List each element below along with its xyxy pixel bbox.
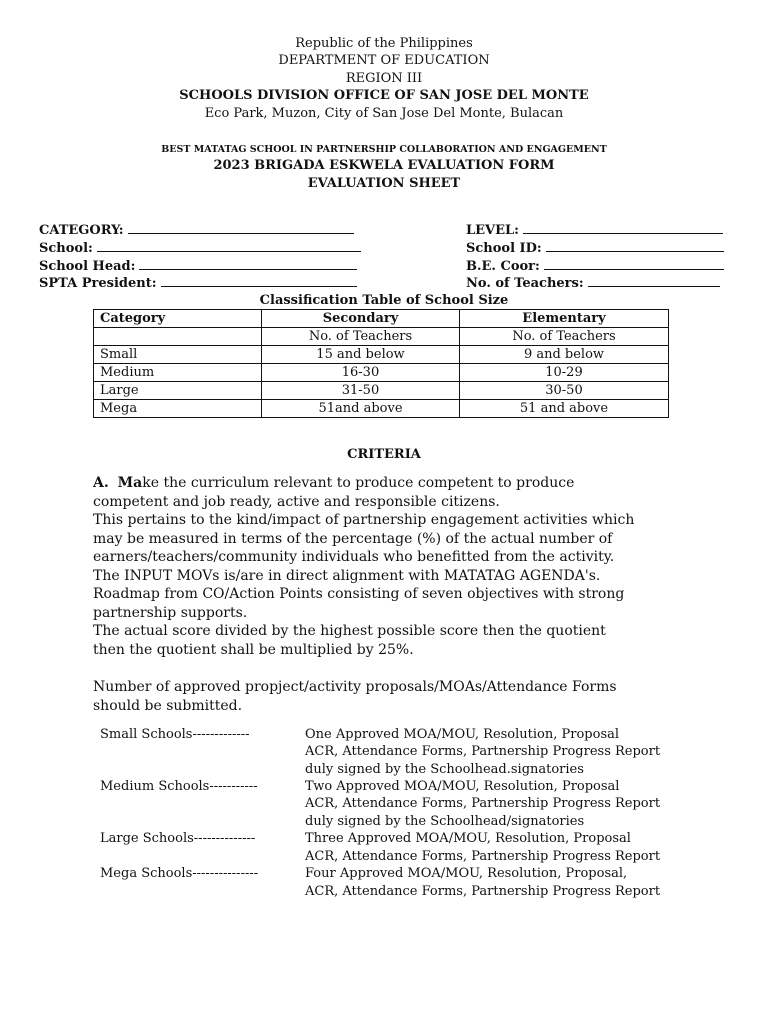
category-label: CATEGORY: <box>39 223 124 238</box>
spta-label: SPTA President: <box>39 276 157 291</box>
table-cell: 16-30 <box>262 364 460 382</box>
category-field[interactable] <box>39 222 354 238</box>
table-cell: Large <box>94 382 262 400</box>
requirement-label: Medium Schools----------- <box>100 779 258 794</box>
criteria-line: may be measured in terms of the percentage (%) of the actual number of <box>93 530 613 547</box>
requirement-line: One Approved MOA/MOU, Resolution, Proposal <box>305 727 620 742</box>
criteria-a-paragraph <box>93 474 634 659</box>
table-cell: Mega <box>94 400 262 418</box>
school-head-field[interactable] <box>39 258 357 274</box>
school-head-label: School Head: <box>39 259 136 274</box>
school-field[interactable] <box>39 240 361 256</box>
criteria-line: then the quotient shall be multiplied by 25%. <box>93 641 414 658</box>
table-cell: 31-50 <box>262 382 460 400</box>
header-republic: Republic of the Philippines <box>295 36 473 51</box>
subheader-cell: No. of Teachers <box>460 328 669 346</box>
header-address: Eco Park, Muzon, City of San Jose Del Monte, Bulacan <box>204 106 564 121</box>
header-cell: Secondary <box>262 310 460 328</box>
criteria-a-first-line <box>93 474 634 493</box>
teachers-label: No. of Teachers: <box>466 276 584 291</box>
requirement-line: duly signed by the Schoolhead/signatories <box>305 814 585 829</box>
subheader-cell <box>94 328 262 346</box>
school-id-field[interactable] <box>466 240 724 256</box>
table-cell: 51and above <box>262 400 460 418</box>
table-cell: Small <box>94 346 262 364</box>
criteria-line: The INPUT MOVs is/are in direct alignment with MATATAG AGENDA's. <box>93 567 601 584</box>
requirement-line: duly signed by the Schoolhead.signatories <box>305 762 584 777</box>
be-coor-field[interactable] <box>466 258 724 274</box>
submission-note-line: should be submitted. <box>93 697 243 714</box>
table-row <box>94 346 669 364</box>
requirement-line: ACR, Attendance Forms, Partnership Progress Report <box>305 884 661 899</box>
criteria-line: earners/teachers/community individuals who benefitted from the activity. <box>93 549 615 565</box>
table-row <box>94 400 669 418</box>
category-line <box>128 222 354 234</box>
table-cell: Medium <box>94 364 262 382</box>
requirement-line: Two Approved MOA/MOU, Resolution, Proposal <box>305 779 620 794</box>
criteria-line: This pertains to the kind/impact of partnership engagement activities which <box>93 512 635 528</box>
school-head-line <box>139 258 357 270</box>
spta-line <box>161 275 357 287</box>
requirement-line: Three Approved MOA/MOU, Resolution, Proposal <box>305 831 631 846</box>
level-label: LEVEL: <box>466 223 519 238</box>
criteria-a-rest: ke the curriculum relevant to produce competent to produce <box>142 475 575 491</box>
spta-field[interactable] <box>39 275 357 291</box>
header-region: REGION III <box>345 71 423 86</box>
table-cell: 10-29 <box>460 364 669 382</box>
requirement-label: Mega Schools--------------- <box>100 866 259 881</box>
requirement-line: ACR, Attendance Forms, Partnership Progress Report <box>305 849 661 864</box>
header-cell: Elementary <box>460 310 669 328</box>
table-row <box>94 382 669 400</box>
criteria-a-bold: Ma <box>117 475 143 491</box>
requirement-label: Small Schools------------- <box>100 727 250 742</box>
criteria-line: The actual score divided by the highest possible score then the quotient <box>93 623 606 639</box>
table-cell: 51 and above <box>460 400 669 418</box>
school-id-line <box>546 240 724 252</box>
teachers-line <box>588 275 720 287</box>
level-field[interactable] <box>466 222 723 238</box>
header-department: DEPARTMENT OF EDUCATION <box>278 53 490 68</box>
be-coor-label: B.E. Coor: <box>466 259 540 274</box>
submission-note <box>93 678 617 715</box>
header-cell: Category <box>94 310 262 328</box>
form-title: 2023 BRIGADA ESKWELA EVALUATION FORM <box>213 158 555 173</box>
school-size-table <box>93 309 669 418</box>
table-cell: 30-50 <box>460 382 669 400</box>
criteria-a-label: A. <box>93 475 109 491</box>
sheet-title: EVALUATION SHEET <box>307 176 461 191</box>
teachers-field[interactable] <box>466 275 720 291</box>
criteria-heading: CRITERIA <box>347 447 421 462</box>
table-header-row <box>94 310 669 328</box>
school-line <box>97 240 361 252</box>
submission-note-line: Number of approved propject/activity proposals/MOAs/Attendance Forms <box>93 679 617 695</box>
criteria-line: partnership supports. <box>93 604 248 621</box>
school-id-label: School ID: <box>466 241 542 256</box>
table-subheader-row <box>94 328 669 346</box>
be-coor-line <box>544 258 724 270</box>
requirement-label: Large Schools-------------- <box>100 831 256 846</box>
subheader-cell: No. of Teachers <box>262 328 460 346</box>
award-title: BEST MATATAG SCHOOL IN PARTNERSHIP COLLABORATION AND ENGAGEMENT <box>161 144 607 155</box>
criteria-line: competent and job ready, active and responsible citizens. <box>93 493 500 510</box>
level-line <box>523 222 723 234</box>
criteria-line: Roadmap from CO/Action Points consisting of seven objectives with strong <box>93 586 625 602</box>
header-division-office: SCHOOLS DIVISION OFFICE OF SAN JOSE DEL MONTE <box>179 88 589 103</box>
requirement-line: Four Approved MOA/MOU, Resolution, Proposal, <box>305 866 628 881</box>
table-cell: 15 and below <box>262 346 460 364</box>
school-label: School: <box>39 241 93 256</box>
requirement-line: ACR, Attendance Forms, Partnership Progress Report <box>305 744 661 759</box>
table-cell: 9 and below <box>460 346 669 364</box>
requirement-line: ACR, Attendance Forms, Partnership Progress Report <box>305 796 661 811</box>
table-title: Classification Table of School Size <box>259 293 509 308</box>
table-row <box>94 364 669 382</box>
